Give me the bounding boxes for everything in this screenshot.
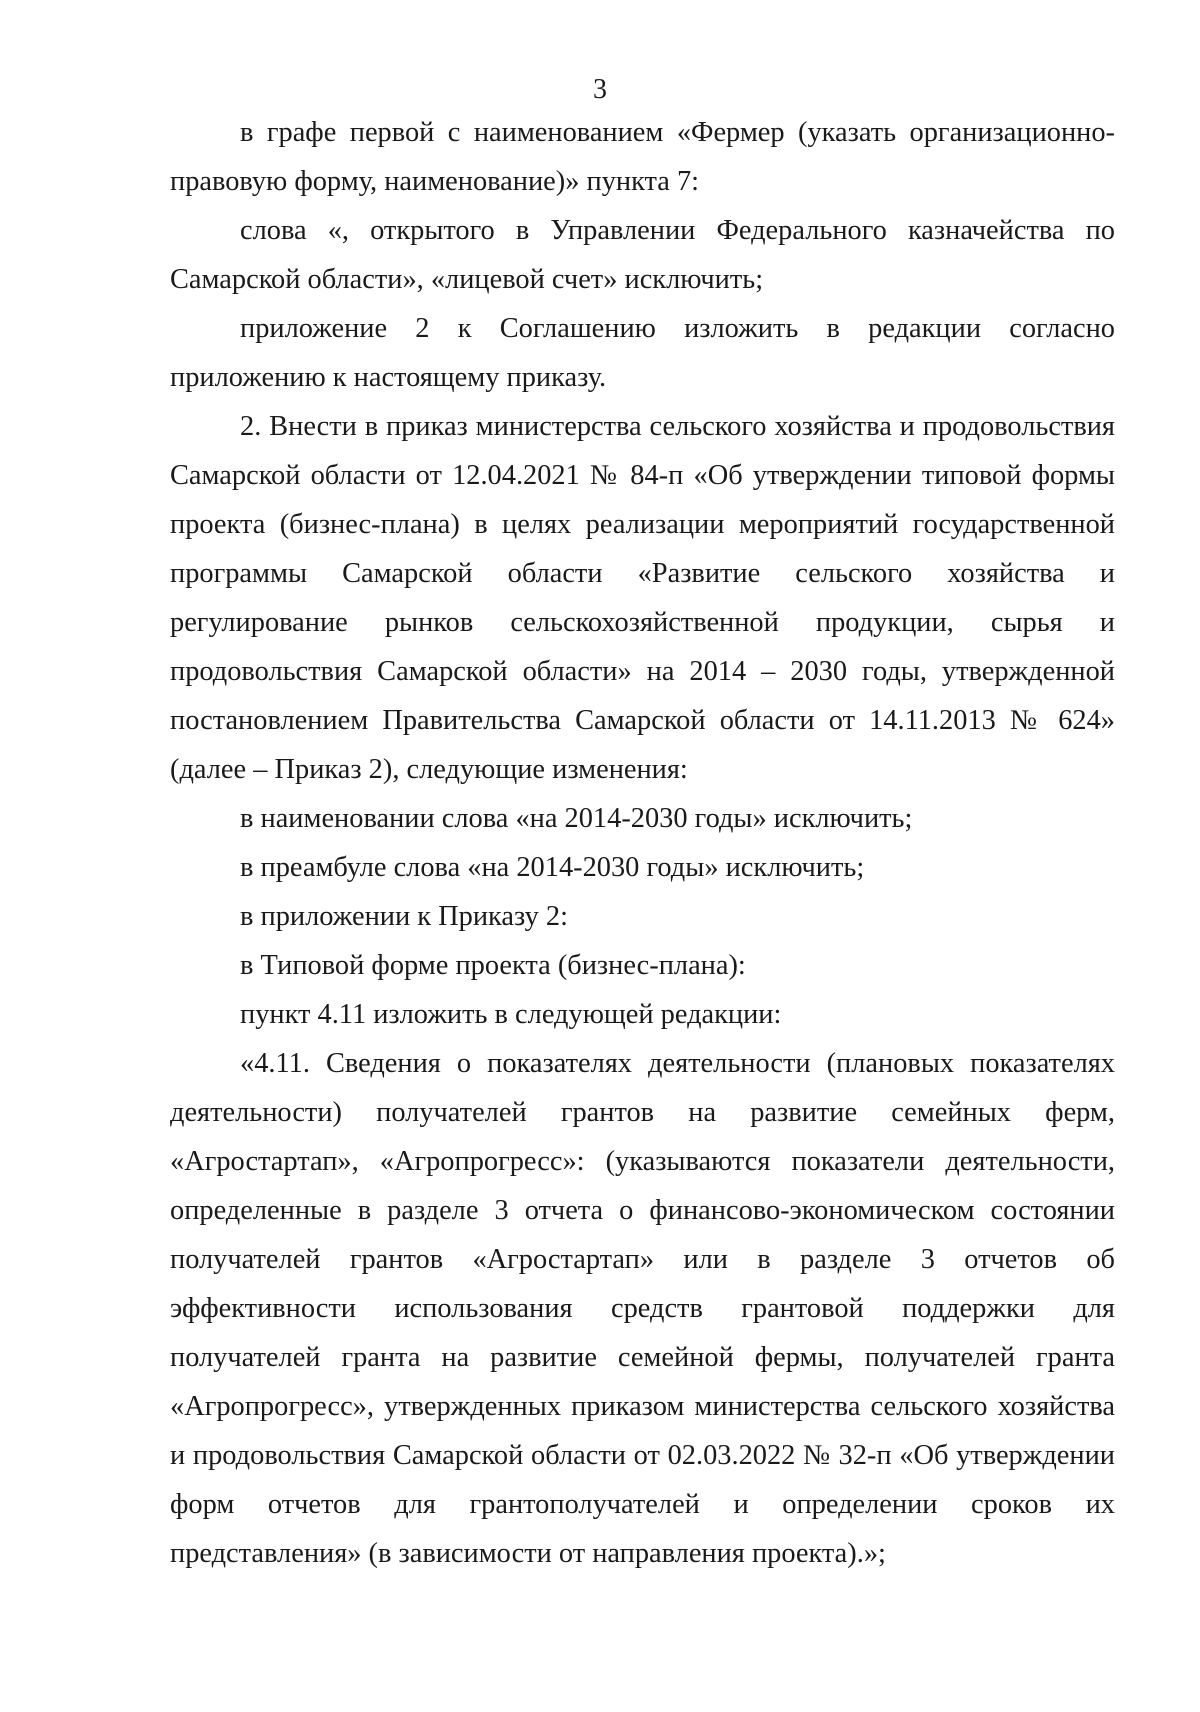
- paragraph-words-exclusion: слова «, открытого в Управлении Федерального казначейства по Самарской области», «лицевой счет» исключить;: [170, 215, 1115, 295]
- paragraph-appendix-2: приложение 2 к Соглашению изложить в редакции согласно приложению к настоящему приказу.: [170, 313, 1115, 393]
- paragraph-item-2: 2. Внести в приказ министерства сельского хозяйства и продовольствия Самарской области от 12.04.2021 № 84-п «Об утверждении типовой формы проекта (бизнес-плана) в целях реализации мероприятий государственной программы Самарской области «Развитие сельского хозяйства и регулирование рынков сельскохозяйственной продукции, сырья и продовольствия Самарской области» на 2014 – 2030 годы, утвержденной постановлением Правительства Самарской области от 14.11.2013 № 624» (далее – Приказ 2), следующие изменения:: [170, 411, 1115, 785]
- paragraph-column-one-change: в графе первой с наименованием «Фермер (указать организационно-правовую форму, наименование)» пункта 7:: [170, 117, 1115, 197]
- page-number: 3: [593, 74, 607, 105]
- paragraph-preamble-change: в преамбуле слова «на 2014-2030 годы» исключить;: [240, 852, 865, 883]
- paragraph-typical-form: в Типовой форме проекта (бизнес-плана):: [240, 950, 746, 981]
- paragraph-point-4-11-text: «4.11. Сведения о показателях деятельности (плановых показателях деятельности) получателей грантов на развитие семейных ферм, «Агростартап», «Агропрогресс»: (указываются показатели деятельности, определенные в разделе 3 отчета о финансово-экономическом состоянии получателей грантов «Агростартап» или в разделе 3 отчетов об эффективности использования средств грантовой поддержки для получателей гранта на развитие семейной фермы, получателей гранта «Агропрогресс», утвержденных приказом министерства сельского хозяйства и продовольствия Самарской области от 02.03.2022 № 32-п «Об утверждении форм отчетов для грантополучателей и определении сроков их представления» (в зависимости от направления проекта).»;: [170, 1048, 1115, 1569]
- paragraph-title-change: в наименовании слова «на 2014-2030 годы» исключить;: [240, 803, 913, 834]
- paragraph-point-4-11-intro: пункт 4.11 изложить в следующей редакции:: [240, 999, 782, 1030]
- paragraph-appendix-reference: в приложении к Приказу 2:: [240, 901, 569, 932]
- document-body: [170, 108, 1115, 1578]
